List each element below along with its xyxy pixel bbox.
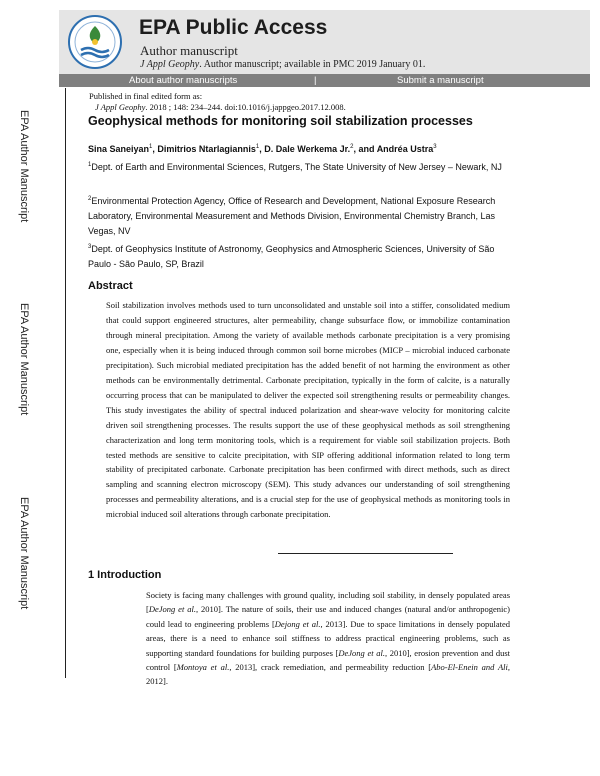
citation-ref[interactable]: Dejong et al.: [274, 618, 321, 629]
manuscript-nav-bar: [59, 74, 590, 87]
author-name: D. Dale Werkema Jr.: [264, 144, 351, 154]
journal-availability: J Appl Geophy. Author manuscript; available in PMC 2019 January 01.: [140, 59, 426, 70]
citation: J Appl Geophy. 2018 ; 148: 234–244. doi:10.1016/j.jappgeo.2017.12.008.: [95, 102, 346, 112]
public-access-header: [59, 10, 590, 74]
affiliation-2: $^2$Environmental Protection Agency, Office of Research and Development, National Exposure Research Laboratory, Environmental Measurement and Methods Division, Environmental Chemistry Branch, Las Vegas, NV: [88, 196, 496, 236]
public-access-title: EPA Public Access: [139, 16, 328, 39]
author-name: Sina Saneiyan: [88, 144, 150, 154]
author-manuscript-label: Author manuscript: [140, 43, 238, 58]
epa-logo-icon: [67, 14, 123, 70]
abstract-text: Soil stabilization involves methods used to turn unconsolidated and unstable soil into a stiffer, consolidated medium that could support engineered structures, alter permeability, change subsurface flow, or immobilize contamination through mineral precipitation. Among the variety of available methods carbonate precipitation is a very promising one, especially when it is being induced through common soil borne microbes (MICP – microbial induced carbonate precipitation). Such microbial mediated precipitation has the added benefit of not harming the environment as other methods can be environmentally detrimental. Carbonate precipitation, typically in the form of calcite, is a naturally occurring process that can be manipulated to deliver the expected soil strengthening results or permeability changes. This study investigates the ability of spectral induced polarization and shear-wave velocity for monitoring calcite driven soil strengthening processes. The results support the use of these geophysical methods as soil strengthening characterization and long term monitoring tools, which is a requirement for viable soil stabilization projects. Both tested methods are sensitive to calcite precipitation, with SIP offering additional information related to long term stability of precipitated carbonate. Carbonate precipitation has been confirmed with direct methods, such as direct sampling and scanning electron microscopy (SEM). This study advances our understanding of soil strengthening processes and permeability alterations, and is a crucial step for the use of geophysical methods as monitoring tools in microbial induced soil alterations through carbonate precipitation.: [106, 300, 510, 520]
margin-rule: [65, 88, 66, 678]
published-as-label: Published in final edited form as:: [89, 91, 203, 101]
citation-ref[interactable]: DeJong et al.: [148, 604, 196, 615]
author-name: Andréa Ustra: [376, 144, 434, 154]
citation-ref[interactable]: DeJong et al.: [338, 647, 385, 658]
abstract-divider: [278, 553, 453, 554]
introduction-heading: 1 Introduction: [88, 569, 162, 581]
introduction-text: Society is facing many challenges with ground quality, including soil stability, in densely populated areas [DeJong et al., 2010]. The nature of soils, their use and induced changes (natural and/or anthropogenic) could lead to engineering problems [Dejong et al., 2013]. Due to space limitations in densely populated areas, there is a need to enhance soil stiffness to address practical engineering problems, such as supporting standard foundations for building purposes [DeJong et al., 2010], erosion prevention and dust control [Montoya et al., 2013], crack remediation, and permeability reduction [Abo-El-Enein and Ali, 2012].: [146, 590, 511, 687]
side-label-bottom: EPA Author Manuscript: [18, 497, 30, 610]
side-label-top: EPA Author Manuscript: [18, 110, 30, 223]
citation-ref[interactable]: Montoya et al.: [176, 662, 230, 673]
citation-ref[interactable]: Abo-El-Enein and Ali: [431, 662, 508, 673]
author-name: Dimitrios Ntarlagiannis: [157, 144, 256, 154]
about-author-manuscripts-link[interactable]: About author manuscripts: [129, 75, 238, 86]
nav-separator: |: [314, 75, 317, 86]
affiliation-1: $^1$Dept. of Earth and Environmental Sciences, Rutgers, The State University of New Jersey – Newark, NJ: [88, 162, 502, 172]
affiliation-3: $^3$Dept. of Geophysics Institute of Astronomy, Geophysics and Atmospheric Sciences, University of São Paulo - São Paulo, SP, Brazil: [88, 244, 495, 269]
submit-manuscript-link[interactable]: Submit a manuscript: [397, 75, 484, 86]
paper-title: Geophysical methods for monitoring soil stabilization processes: [88, 114, 473, 128]
author-list: Sina Saneiyan$^1$, Dimitrios Ntarlagiannis$^1$, D. Dale Werkema Jr.$^2$, and Andréa Ustra$^3$: [88, 144, 437, 154]
abstract-heading: Abstract: [88, 280, 133, 292]
side-label-middle: EPA Author Manuscript: [18, 303, 30, 416]
